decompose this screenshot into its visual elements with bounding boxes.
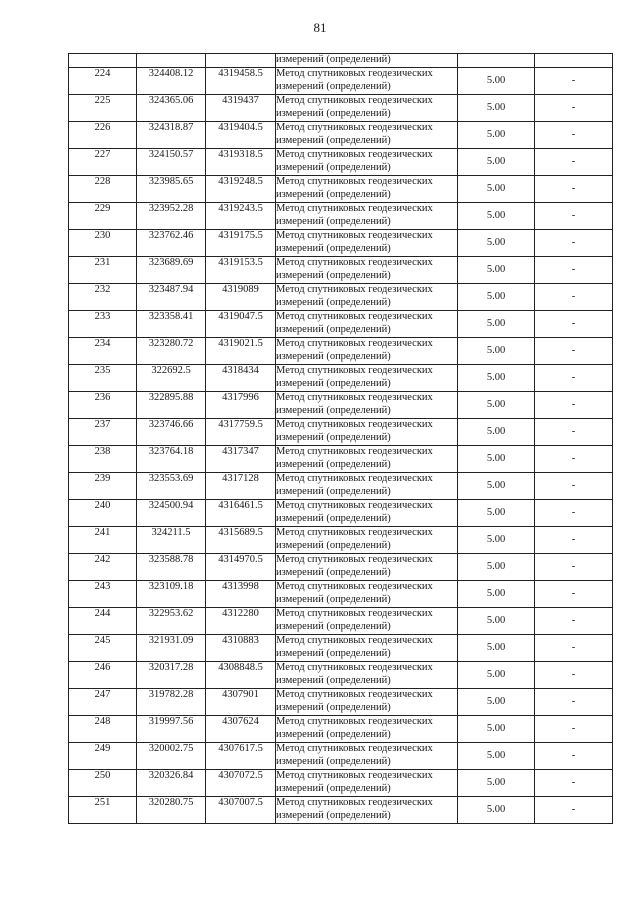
point-number-cell: 239 xyxy=(69,473,137,500)
coordinate-x-cell: 324150.57 xyxy=(137,149,206,176)
extra-cell: - xyxy=(535,257,613,284)
extra-cell: - xyxy=(535,689,613,716)
continuation-row xyxy=(69,54,613,68)
method-cell: Метод спутниковых геодезических измерений (определений) xyxy=(276,176,458,203)
table-row xyxy=(69,716,613,743)
extra-cell: - xyxy=(535,311,613,338)
point-number-cell: 233 xyxy=(69,311,137,338)
continuation-num-cell xyxy=(69,54,137,68)
point-number-cell: 227 xyxy=(69,149,137,176)
coordinate-y-cell: 4317347 xyxy=(206,446,276,473)
point-number-cell: 232 xyxy=(69,284,137,311)
table-row xyxy=(69,797,613,824)
extra-cell: - xyxy=(535,95,613,122)
method-cell: Метод спутниковых геодезических измерений (определений) xyxy=(276,203,458,230)
table-row xyxy=(69,311,613,338)
table-row xyxy=(69,581,613,608)
extra-cell: - xyxy=(535,68,613,95)
method-cell: Метод спутниковых геодезических измерений (определений) xyxy=(276,527,458,554)
extra-cell: - xyxy=(535,716,613,743)
method-cell: Метод спутниковых геодезических измерений (определений) xyxy=(276,797,458,824)
page-number: 81 xyxy=(313,20,327,35)
table-row xyxy=(69,284,613,311)
coordinate-x-cell: 320002.75 xyxy=(137,743,206,770)
table-row xyxy=(69,95,613,122)
coordinate-y-cell: 4319021.5 xyxy=(206,338,276,365)
coordinate-y-cell: 4318434 xyxy=(206,365,276,392)
accuracy-cell: 5.00 xyxy=(458,743,535,770)
method-cell: Метод спутниковых геодезических измерений (определений) xyxy=(276,554,458,581)
coordinate-y-cell: 4307624 xyxy=(206,716,276,743)
coordinate-y-cell: 4317996 xyxy=(206,392,276,419)
method-cell: Метод спутниковых геодезических измерений (определений) xyxy=(276,473,458,500)
coordinate-y-cell: 4308848.5 xyxy=(206,662,276,689)
coordinate-x-cell: 323689.69 xyxy=(137,257,206,284)
table-row xyxy=(69,122,613,149)
coordinate-y-cell: 4314970.5 xyxy=(206,554,276,581)
point-number-cell: 226 xyxy=(69,122,137,149)
point-number-cell: 241 xyxy=(69,527,137,554)
accuracy-cell: 5.00 xyxy=(458,446,535,473)
point-number-cell: 247 xyxy=(69,689,137,716)
coordinate-x-cell: 323746.66 xyxy=(137,419,206,446)
accuracy-cell: 5.00 xyxy=(458,500,535,527)
coordinate-y-cell: 4319248.5 xyxy=(206,176,276,203)
point-number-cell: 236 xyxy=(69,392,137,419)
method-cell: Метод спутниковых геодезических измерений (определений) xyxy=(276,608,458,635)
table-row xyxy=(69,770,613,797)
coordinate-x-cell: 323109.18 xyxy=(137,581,206,608)
table-row xyxy=(69,419,613,446)
accuracy-cell: 5.00 xyxy=(458,311,535,338)
point-number-cell: 228 xyxy=(69,176,137,203)
coordinate-y-cell: 4317759.5 xyxy=(206,419,276,446)
coordinate-y-cell: 4319153.5 xyxy=(206,257,276,284)
coordinate-x-cell: 323985.65 xyxy=(137,176,206,203)
method-cell: Метод спутниковых геодезических измерений (определений) xyxy=(276,689,458,716)
coordinate-y-cell: 4319318.5 xyxy=(206,149,276,176)
table-row xyxy=(69,635,613,662)
extra-cell: - xyxy=(535,608,613,635)
table-row xyxy=(69,149,613,176)
extra-cell: - xyxy=(535,284,613,311)
method-cell: Метод спутниковых геодезических измерений (определений) xyxy=(276,446,458,473)
table-row xyxy=(69,608,613,635)
point-number-cell: 248 xyxy=(69,716,137,743)
point-number-cell: 246 xyxy=(69,662,137,689)
coordinate-y-cell: 4307007.5 xyxy=(206,797,276,824)
coordinate-y-cell: 4307617.5 xyxy=(206,743,276,770)
accuracy-cell: 5.00 xyxy=(458,716,535,743)
extra-cell: - xyxy=(535,500,613,527)
accuracy-cell: 5.00 xyxy=(458,473,535,500)
point-number-cell: 230 xyxy=(69,230,137,257)
continuation-extra-cell xyxy=(535,54,613,68)
coordinate-x-cell: 324211.5 xyxy=(137,527,206,554)
extra-cell: - xyxy=(535,581,613,608)
method-cell: Метод спутниковых геодезических измерений (определений) xyxy=(276,149,458,176)
method-cell: Метод спутниковых геодезических измерений (определений) xyxy=(276,230,458,257)
coordinate-x-cell: 322692.5 xyxy=(137,365,206,392)
coordinate-x-cell: 324408.12 xyxy=(137,68,206,95)
method-cell: Метод спутниковых геодезических измерений (определений) xyxy=(276,392,458,419)
point-number-cell: 238 xyxy=(69,446,137,473)
coordinate-y-cell: 4319047.5 xyxy=(206,311,276,338)
table-row xyxy=(69,446,613,473)
extra-cell: - xyxy=(535,446,613,473)
coordinate-x-cell: 320280.75 xyxy=(137,797,206,824)
method-cell: Метод спутниковых геодезических измерений (определений) xyxy=(276,635,458,662)
coordinate-y-cell: 4313998 xyxy=(206,581,276,608)
point-number-cell: 235 xyxy=(69,365,137,392)
extra-cell: - xyxy=(535,662,613,689)
method-cell: Метод спутниковых геодезических измерений (определений) xyxy=(276,95,458,122)
method-cell: Метод спутниковых геодезических измерений (определений) xyxy=(276,770,458,797)
accuracy-cell: 5.00 xyxy=(458,770,535,797)
accuracy-cell: 5.00 xyxy=(458,419,535,446)
method-cell: Метод спутниковых геодезических измерений (определений) xyxy=(276,365,458,392)
coordinate-y-cell: 4307901 xyxy=(206,689,276,716)
table-row xyxy=(69,176,613,203)
accuracy-cell: 5.00 xyxy=(458,257,535,284)
accuracy-cell: 5.00 xyxy=(458,554,535,581)
method-cell: Метод спутниковых геодезических измерений (определений) xyxy=(276,338,458,365)
extra-cell: - xyxy=(535,419,613,446)
table-row xyxy=(69,689,613,716)
accuracy-cell: 5.00 xyxy=(458,662,535,689)
table-row xyxy=(69,743,613,770)
accuracy-cell: 5.00 xyxy=(458,284,535,311)
method-cell: Метод спутниковых геодезических измерений (определений) xyxy=(276,68,458,95)
extra-cell: - xyxy=(535,392,613,419)
extra-cell: - xyxy=(535,527,613,554)
point-number-cell: 240 xyxy=(69,500,137,527)
coordinate-x-cell: 323762.46 xyxy=(137,230,206,257)
coordinate-y-cell: 4316461.5 xyxy=(206,500,276,527)
table-row xyxy=(69,662,613,689)
table-row xyxy=(69,257,613,284)
coordinate-x-cell: 320326.84 xyxy=(137,770,206,797)
accuracy-cell: 5.00 xyxy=(458,176,535,203)
table-body xyxy=(69,54,613,824)
coordinate-x-cell: 324500.94 xyxy=(137,500,206,527)
continuation-y-cell xyxy=(206,54,276,68)
table-row xyxy=(69,527,613,554)
method-cell: Метод спутниковых геодезических измерений (определений) xyxy=(276,581,458,608)
continuation-method-cell: измерений (определений) xyxy=(276,54,458,68)
coordinate-x-cell: 321931.09 xyxy=(137,635,206,662)
extra-cell: - xyxy=(535,338,613,365)
extra-cell: - xyxy=(535,554,613,581)
coordinate-x-cell: 324365.06 xyxy=(137,95,206,122)
point-number-cell: 242 xyxy=(69,554,137,581)
method-cell: Метод спутниковых геодезических измерений (определений) xyxy=(276,284,458,311)
point-number-cell: 224 xyxy=(69,68,137,95)
coordinates-table xyxy=(68,53,613,824)
coordinate-y-cell: 4319437 xyxy=(206,95,276,122)
coordinate-y-cell: 4319404.5 xyxy=(206,122,276,149)
method-cell: Метод спутниковых геодезических измерений (определений) xyxy=(276,419,458,446)
coordinate-y-cell: 4319175.5 xyxy=(206,230,276,257)
coordinate-x-cell: 322895.88 xyxy=(137,392,206,419)
continuation-accuracy-cell xyxy=(458,54,535,68)
point-number-cell: 244 xyxy=(69,608,137,635)
point-number-cell: 231 xyxy=(69,257,137,284)
extra-cell: - xyxy=(535,230,613,257)
coordinate-x-cell: 323487.94 xyxy=(137,284,206,311)
extra-cell: - xyxy=(535,770,613,797)
coordinate-y-cell: 4310883 xyxy=(206,635,276,662)
method-cell: Метод спутниковых геодезических измерений (определений) xyxy=(276,257,458,284)
extra-cell: - xyxy=(535,203,613,230)
accuracy-cell: 5.00 xyxy=(458,797,535,824)
extra-cell: - xyxy=(535,176,613,203)
coordinate-x-cell: 323952.28 xyxy=(137,203,206,230)
accuracy-cell: 5.00 xyxy=(458,581,535,608)
table-row xyxy=(69,473,613,500)
point-number-cell: 245 xyxy=(69,635,137,662)
accuracy-cell: 5.00 xyxy=(458,392,535,419)
table-row xyxy=(69,500,613,527)
continuation-x-cell xyxy=(137,54,206,68)
table-row xyxy=(69,365,613,392)
point-number-cell: 229 xyxy=(69,203,137,230)
table-row xyxy=(69,554,613,581)
coordinate-x-cell: 323588.78 xyxy=(137,554,206,581)
coordinate-x-cell: 320317.28 xyxy=(137,662,206,689)
accuracy-cell: 5.00 xyxy=(458,527,535,554)
coordinate-y-cell: 4319243.5 xyxy=(206,203,276,230)
method-cell: Метод спутниковых геодезических измерений (определений) xyxy=(276,500,458,527)
coordinate-x-cell: 324318.87 xyxy=(137,122,206,149)
extra-cell: - xyxy=(535,473,613,500)
coordinate-y-cell: 4319089 xyxy=(206,284,276,311)
coordinate-y-cell: 4319458.5 xyxy=(206,68,276,95)
point-number-cell: 225 xyxy=(69,95,137,122)
extra-cell: - xyxy=(535,122,613,149)
extra-cell: - xyxy=(535,743,613,770)
point-number-cell: 249 xyxy=(69,743,137,770)
coordinate-x-cell: 319782.28 xyxy=(137,689,206,716)
coordinate-y-cell: 4317128 xyxy=(206,473,276,500)
extra-cell: - xyxy=(535,149,613,176)
coordinate-x-cell: 323358.41 xyxy=(137,311,206,338)
extra-cell: - xyxy=(535,365,613,392)
table-row xyxy=(69,392,613,419)
coordinate-y-cell: 4315689.5 xyxy=(206,527,276,554)
accuracy-cell: 5.00 xyxy=(458,608,535,635)
table-row xyxy=(69,230,613,257)
table-row xyxy=(69,68,613,95)
coordinate-y-cell: 4312280 xyxy=(206,608,276,635)
point-number-cell: 243 xyxy=(69,581,137,608)
extra-cell: - xyxy=(535,797,613,824)
table-row xyxy=(69,203,613,230)
accuracy-cell: 5.00 xyxy=(458,338,535,365)
point-number-cell: 251 xyxy=(69,797,137,824)
accuracy-cell: 5.00 xyxy=(458,689,535,716)
method-cell: Метод спутниковых геодезических измерений (определений) xyxy=(276,311,458,338)
coordinate-x-cell: 323553.69 xyxy=(137,473,206,500)
point-number-cell: 234 xyxy=(69,338,137,365)
extra-cell: - xyxy=(535,635,613,662)
method-cell: Метод спутниковых геодезических измерений (определений) xyxy=(276,662,458,689)
point-number-cell: 237 xyxy=(69,419,137,446)
method-cell: Метод спутниковых геодезических измерений (определений) xyxy=(276,743,458,770)
accuracy-cell: 5.00 xyxy=(458,365,535,392)
accuracy-cell: 5.00 xyxy=(458,122,535,149)
coordinate-x-cell: 323280.72 xyxy=(137,338,206,365)
coordinate-x-cell: 323764.18 xyxy=(137,446,206,473)
accuracy-cell: 5.00 xyxy=(458,149,535,176)
accuracy-cell: 5.00 xyxy=(458,95,535,122)
accuracy-cell: 5.00 xyxy=(458,68,535,95)
coordinate-y-cell: 4307072.5 xyxy=(206,770,276,797)
coordinate-x-cell: 322953.62 xyxy=(137,608,206,635)
method-cell: Метод спутниковых геодезических измерений (определений) xyxy=(276,716,458,743)
accuracy-cell: 5.00 xyxy=(458,203,535,230)
accuracy-cell: 5.00 xyxy=(458,230,535,257)
method-cell: Метод спутниковых геодезических измерений (определений) xyxy=(276,122,458,149)
coordinate-x-cell: 319997.56 xyxy=(137,716,206,743)
point-number-cell: 250 xyxy=(69,770,137,797)
table-row xyxy=(69,338,613,365)
accuracy-cell: 5.00 xyxy=(458,635,535,662)
